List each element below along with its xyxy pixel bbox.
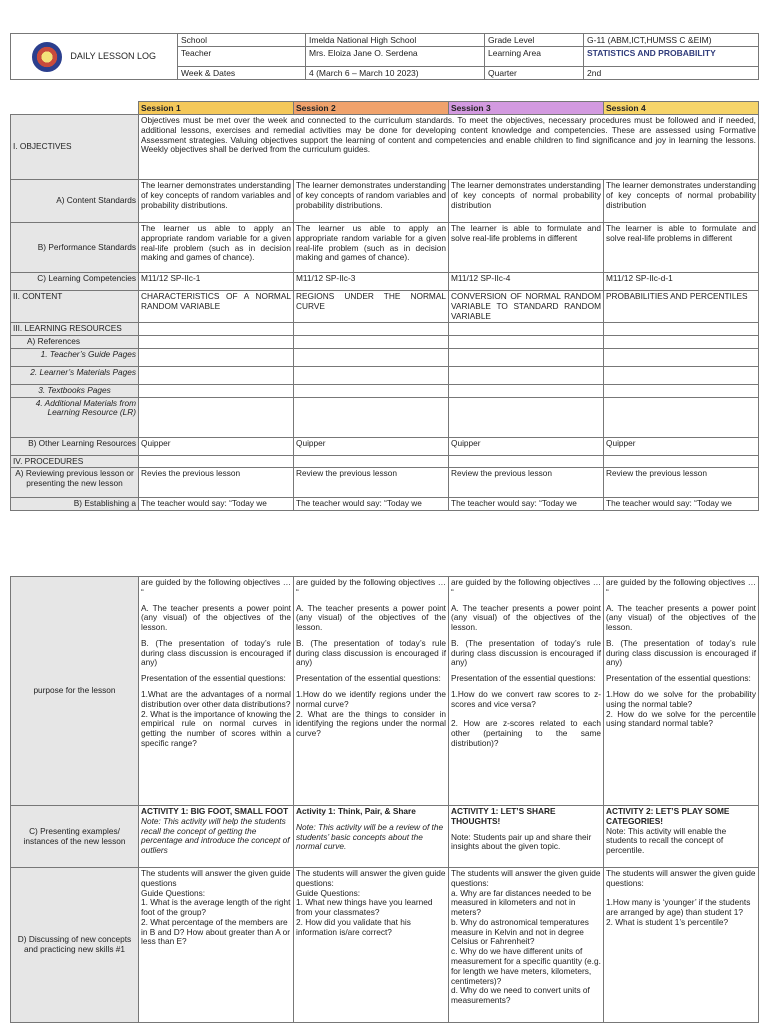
activity-title: ACTIVITY 1: LET’S SHARE THOUGHTS! [451, 806, 556, 826]
quarter-label: Quarter [485, 67, 584, 80]
lesson-table-page1 [10, 101, 758, 511]
teacher-label: Teacher [178, 47, 306, 67]
content-4: PROBABILITIES AND PERCENTILES [604, 291, 759, 323]
other-resources-label: B) Other Learning Resources [11, 437, 139, 455]
competencies-1: M11/12 SP-IIc-1 [139, 273, 294, 291]
content-standards-2: The learner demonstrates understanding of key concepts of random variables and probability distributions. [294, 180, 449, 223]
deped-logo-cell [11, 34, 178, 80]
content-1: CHARACTERISTICS OF A NORMAL RANDOM VARIABLE [139, 291, 294, 323]
week-value: 4 (March 6 – March 10 2023) [306, 67, 485, 80]
reviewing-label: A) Reviewing previous lesson or presenting the new lesson [11, 468, 139, 498]
grade-label: Grade Level [485, 34, 584, 47]
purpose-a: A. The teacher presents a power point (any visual) of the objectives of the lesson. [451, 602, 601, 633]
performance-standards-label: B) Performance Standards [11, 223, 139, 273]
quarter-value: 2nd [584, 67, 759, 80]
purpose-b: B. (The presentation of today’s rule during class discussion is encouraged if any) [606, 637, 756, 668]
procedures-label: IV. PROCEDURES [11, 455, 139, 468]
examples-session-3 [449, 806, 604, 868]
purpose-session-4 [604, 577, 759, 806]
activity-note: Note: This activity will enable the students to recall the concept of percentile. [606, 825, 727, 856]
other-resources-4: Quipper [604, 437, 759, 455]
activity-title: Activity 1: Think, Pair, & Share [296, 806, 416, 816]
purpose-b: B. (The presentation of today’s rule during class discussion is encouraged if any) [141, 637, 291, 668]
purpose-questions: 1.How do we convert raw scores to z-scores and vice versa? 2. How are z-scores related to each other (pertaining to the same distribution)? [451, 689, 601, 748]
area-value: STATISTICS AND PROBABILITY [584, 47, 759, 67]
discussing-4: The students will answer the given guide questions: 1.How many is ‘younger’ if the students are arranged by age) than student 1? 2. What is student 1’s percentile? [604, 868, 759, 1023]
competencies-label: C) Learning Competencies [11, 273, 139, 291]
activity-note: Note: This activity will help the students recall the concept of getting the percentage and introduce the concept of outliers [141, 815, 290, 856]
discussing-2: The students will answer the given guide questions: Guide Questions: 1. What new things have you learned from your classmates? 2. How did you validate that his information is/are correct? [294, 868, 449, 1023]
examples-session-2 [294, 806, 449, 868]
area-label: Learning Area [485, 47, 584, 67]
purpose-presentation: Presentation of the essential questions: [451, 673, 596, 684]
purpose-guided: are guided by the following objectives … “ [606, 577, 756, 597]
other-resources-1: Quipper [139, 437, 294, 455]
content-standards-4: The learner demonstrates understanding of key concepts of normal probability distribution [604, 180, 759, 223]
examples-session-4 [604, 806, 759, 868]
content-label: II. CONTENT [11, 291, 139, 323]
purpose-guided: are guided by the following objectives … “ [451, 577, 601, 597]
grade-value: G-11 (ABM,ICT,HUMSS C &EIM) [584, 34, 759, 47]
teachers-guide-label: 1. Teacher’s Guide Pages [11, 348, 139, 366]
purpose-b: B. (The presentation of today’s rule during class discussion is encouraged if any) [296, 637, 446, 668]
session-3-header: Session 3 [449, 102, 604, 115]
additional-materials-label [11, 397, 139, 437]
purpose-presentation: Presentation of the essential questions: [296, 673, 441, 684]
week-label: Week & Dates [178, 67, 306, 80]
reviewing-2: Review the previous lesson [294, 468, 449, 498]
discussing-3: The students will answer the given guide questions: a. Why are far distances needed to be measured in kilometers and not in meters? b. Why do astronomical temperatures measure in Kelvin and not in degree Celsius or Fahrenheit? c. Why do we have different units of measurement for a specific quantity (e.g. for length we have meters, kilometers, centimeters)? d. Why do we need to convert units of measurements? [449, 868, 604, 1023]
purpose-session-2 [294, 577, 449, 806]
performance-standards-2: The learner us able to apply an appropriate random variable for a given real-life problem (such as in decision making and games of chance). [294, 223, 449, 273]
purpose-a: A. The teacher presents a power point (any visual) of the objectives of the lesson. [606, 602, 756, 633]
lesson-table-page2 [10, 576, 758, 1023]
content-2: REGIONS UNDER THE NORMAL CURVE [294, 291, 449, 323]
purpose-questions: 1.How do we solve for the probability using the normal table? 2. How do we solve for the percentile using standard normal table? [606, 689, 756, 729]
discussing-label: D) Discussing of new concepts and practicing new skills #1 [11, 868, 139, 1023]
lesson-log-header [10, 33, 758, 80]
establishing-3: The teacher would say: “Today we [449, 498, 604, 511]
textbooks-label: 3. Textbooks Pages [11, 384, 139, 397]
purpose-guided: are guided by the following objectives … “ [141, 577, 291, 597]
purpose-session-1 [139, 577, 294, 806]
purpose-questions: 1.How do we identify regions under the normal curve? 2. What are the things to consider in identifying the regions under the normal curve? [296, 689, 446, 739]
performance-standards-3: The learner is able to formulate and solve real-life problems in different [449, 223, 604, 273]
other-resources-2: Quipper [294, 437, 449, 455]
establishing-label: B) Establishing a [11, 498, 139, 511]
competencies-4: M11/12 SP-IIc-d-1 [604, 273, 759, 291]
deped-seal-icon [32, 42, 62, 72]
purpose-b: B. (The presentation of today’s rule during class discussion is encouraged if any) [451, 637, 601, 668]
reviewing-4: Review the previous lesson [604, 468, 759, 498]
purpose-guided: are guided by the following objectives … “ [296, 577, 446, 597]
purpose-presentation: Presentation of the essential questions: [606, 673, 751, 684]
content-standards-3: The learner demonstrates understanding of key concepts of normal probability distribution [449, 180, 604, 223]
content-standards-1: The learner demonstrates understanding of key concepts of random variables and probability distributions. [139, 180, 294, 223]
content-standards-label: A) Content Standards [11, 180, 139, 223]
performance-standards-4: The learner is able to formulate and solve real-life problems in different [604, 223, 759, 273]
purpose-a: A. The teacher presents a power point (any visual) of the objectives of the lesson. [141, 602, 291, 633]
purpose-questions: 1.What are the advantages of a normal distribution over other data distributions? 2. What is the importance of knowing the empirical rule on normal curves in getting the number of scores within a specific range? [141, 689, 291, 748]
school-value: Imelda National High School [306, 34, 485, 47]
references-label: A) References [11, 336, 139, 349]
additional-materials-label-2: Learning Resource (LR) [47, 407, 136, 418]
activity-note: Note: Students pair up and share their insights about the given topic. [451, 831, 592, 852]
reviewing-3: Review the previous lesson [449, 468, 604, 498]
purpose-label: purpose for the lesson [11, 577, 139, 806]
activity-title: ACTIVITY 2: LET’S PLAY SOME CATEGORIES! [606, 806, 730, 826]
discussing-1: The students will answer the given guide questions Guide Questions: 1. What is the average length of the right foot of the group? 2. What percentage of the members are in B and D? How about greater than A or less than E? [139, 868, 294, 1023]
purpose-presentation: Presentation of the essential questions: [141, 673, 286, 684]
presenting-examples-label: C) Presenting examples/ instances of the new lesson [11, 806, 139, 868]
activity-title: ACTIVITY 1: BIG FOOT, SMALL FOOT [141, 806, 289, 816]
competencies-2: M11/12 SP-IIc-3 [294, 273, 449, 291]
other-resources-3: Quipper [449, 437, 604, 455]
establishing-4: The teacher would say: “Today we [604, 498, 759, 511]
school-label: School [178, 34, 306, 47]
resources-label: III. LEARNING RESOURCES [11, 323, 139, 336]
session-2-header: Session 2 [294, 102, 449, 115]
teacher-value: Mrs. Eloiza Jane O. Serdena [306, 47, 485, 67]
doc-title: DAILY LESSON LOG [70, 51, 157, 62]
purpose-a: A. The teacher presents a power point (any visual) of the objectives of the lesson. [296, 602, 446, 633]
additional-materials-label-1: 4. Additional Materials from [35, 397, 136, 408]
objectives-label: I. OBJECTIVES [11, 115, 139, 180]
activity-note: Note: This activity will be a review of the students’ basic concepts about the normal curve. [296, 821, 444, 852]
establishing-1: The teacher would say: “Today we [139, 498, 294, 511]
content-3: CONVERSION OF NORMAL RANDOM VARIABLE TO STANDARD RANDOM VARIABLE [449, 291, 604, 323]
session-1-header: Session 1 [139, 102, 294, 115]
establishing-2: The teacher would say: “Today we [294, 498, 449, 511]
examples-session-1 [139, 806, 294, 868]
purpose-session-3 [449, 577, 604, 806]
session-4-header: Session 4 [604, 102, 759, 115]
performance-standards-1: The learner us able to apply an appropriate random variable for a given real-life problem (such as in decision making and games of chance). [139, 223, 294, 273]
reviewing-1: Revies the previous lesson [139, 468, 294, 498]
competencies-3: M11/12 SP-IIc-4 [449, 273, 604, 291]
objectives-text: Objectives must be met over the week and connected to the curriculum standards. To meet the objectives, necessary procedures must be followed and if needed, additional lessons, exercises and remedial activities may be done for developing content knowledge and competencies. These are assessed using Formative Assessment strategies. Valuing objectives support the learning of content and competencies and enable children to find significance and joy in learning the lessons. Weekly objectives shall be derived from the curriculum guides. [139, 115, 759, 180]
learners-materials-label: 2. Learner’s Materials Pages [11, 366, 139, 384]
